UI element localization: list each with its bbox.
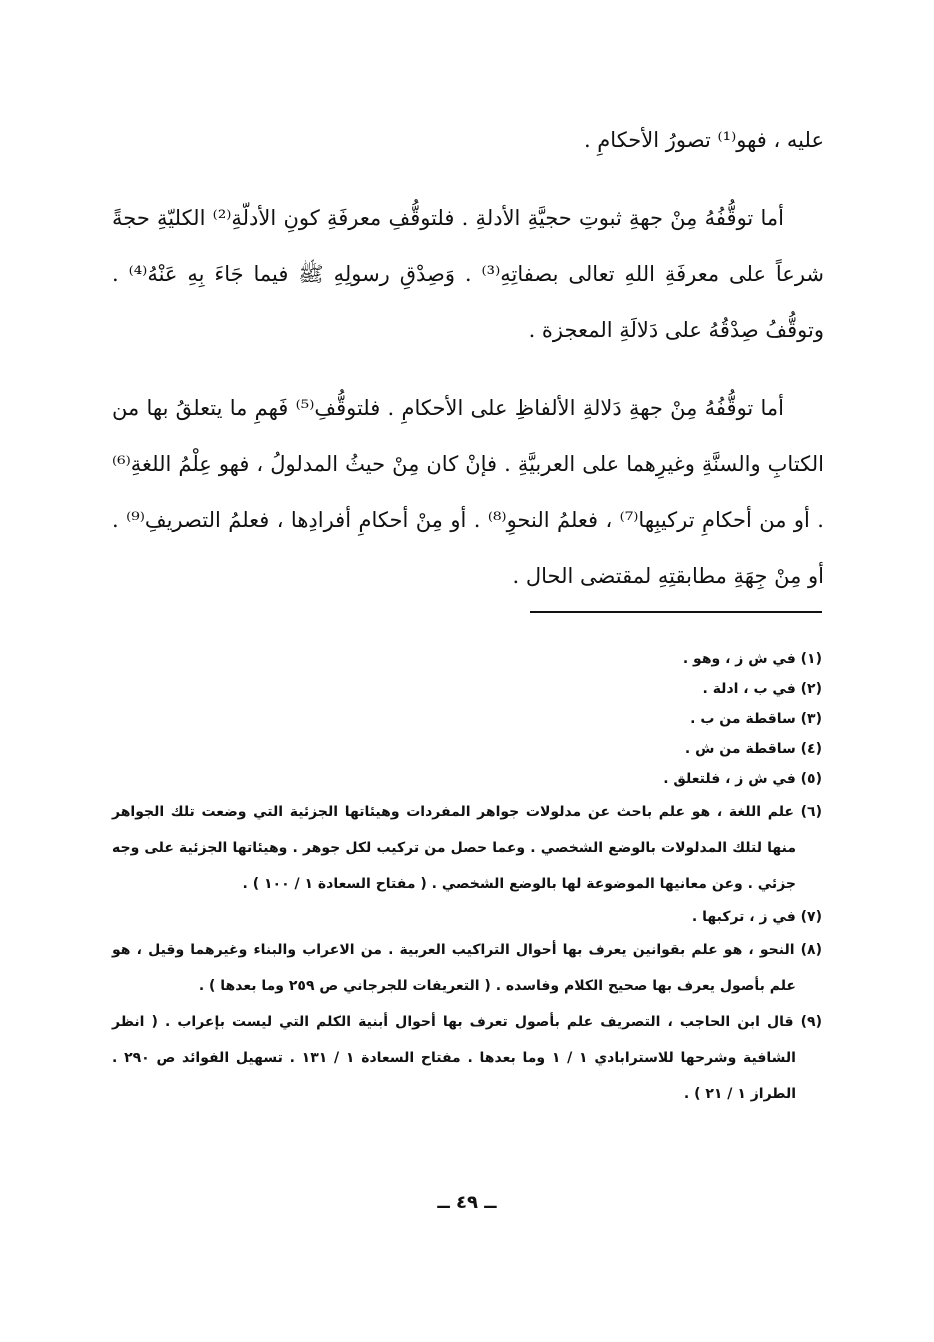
footnote-2: (٢) في ب ، ادلة . [702, 681, 822, 697]
footnote-6: (٦) علم اللغة ، هو علم باحث عن مدلولات جواهر المفردات وهيئاتها الجزئية التي وضعت تلك الجواهر منها لتلك المدلولات بالوضع الشخصي . وعما حصل من تركيب لكل جوهر . وهيئاتها الجزئية على وجه جزئي . وعن معانيها الموضوعة لها بالوضع الشخصي . ( مفتاح السعادة ١ / ١٠٠ ) . [112, 804, 822, 892]
footnote-divider [530, 611, 822, 613]
footnote-5: (٥) في ش ز ، فلتعلق . [663, 771, 822, 787]
footnote-1: (١) في ش ز ، وهو . [682, 651, 822, 667]
footnote-7: (٧) في ز ، تركبها . [691, 909, 822, 925]
footnotes [112, 644, 822, 1112]
main-paragraph-3: أما توقُّفُهُ مِنْ جهةِ دَلالةِ الألفاظِ على الأحكامِ . فلتوقُّفِ⁽⁵⁾ فَهمِ ما يتعلقُ بها من الكتابِ والسنَّةِ وغيرِهما على العربيَّةِ . فإنْ كان مِنْ حيثُ المدلولُ ، فهو عِلْمُ اللغةِ⁽⁶⁾ . أو من أحكامِ تركيبِها⁽⁷⁾ ، فعلمُ النحوِ⁽⁸⁾ . أو مِنْ أحكامِ أفرادِها ، فعلمُ التصريفِ⁽⁹⁾ . أو مِنْ جِهَةِ مطابقتِهِ لمقتضى الحال . [112, 396, 824, 588]
main-paragraph-1: عليه ، فهو⁽¹⁾ تصورُ الأحكامِ . [583, 128, 824, 152]
footnote-3: (٣) ساقطة من ب . [690, 711, 822, 727]
footnote-4: (٤) ساقطة من ش . [684, 741, 822, 757]
footnote-9: (٩) قال ابن الحاجب ، التصريف علم بأصول تعرف بها أحوال أبنية الكلم التي ليست بإعراب . ( انظر الشافية وشرحها للاسترابادي ١ / ١ وما بعدها . مفتاح السعادة ١ / ١٣١ . تسهيل الفوائد ص ٢٩٠ . الطراز ١ / ٢١ ) . [112, 1014, 822, 1102]
main-text [112, 112, 824, 604]
footnote-8: (٨) النحو ، هو علم بقوانين يعرف بها أحوال التراكيب العربية . من الاعراب والبناء وغيرهما وقيل ، هو علم بأصول يعرف بها صحيح الكلام وفاسده . ( التعريفات للجرجاني ص ٢٥٩ وما بعدها ) . [112, 942, 822, 994]
main-paragraph-2: أما توقُّفُهُ مِنْ جهةِ ثبوتِ حجيَّةِ الأدلةِ . فلتوقُّفِ معرفَةِ كونِ الأدلّةِ⁽²⁾ الكليّةِ حجةً شرعاً على معرفَةِ اللهِ تعالى بصفاتِهِ⁽³⁾ . وَصِدْقِ رسولِهِ ﷺ فيما جَاءَ بِهِ عَنْهُ⁽⁴⁾ . وتوقُّفُ صِدْقُهُ على دَلالَةِ المعجزة . [112, 206, 824, 342]
page-number: ــ ٤٩ ــ [437, 1192, 497, 1213]
